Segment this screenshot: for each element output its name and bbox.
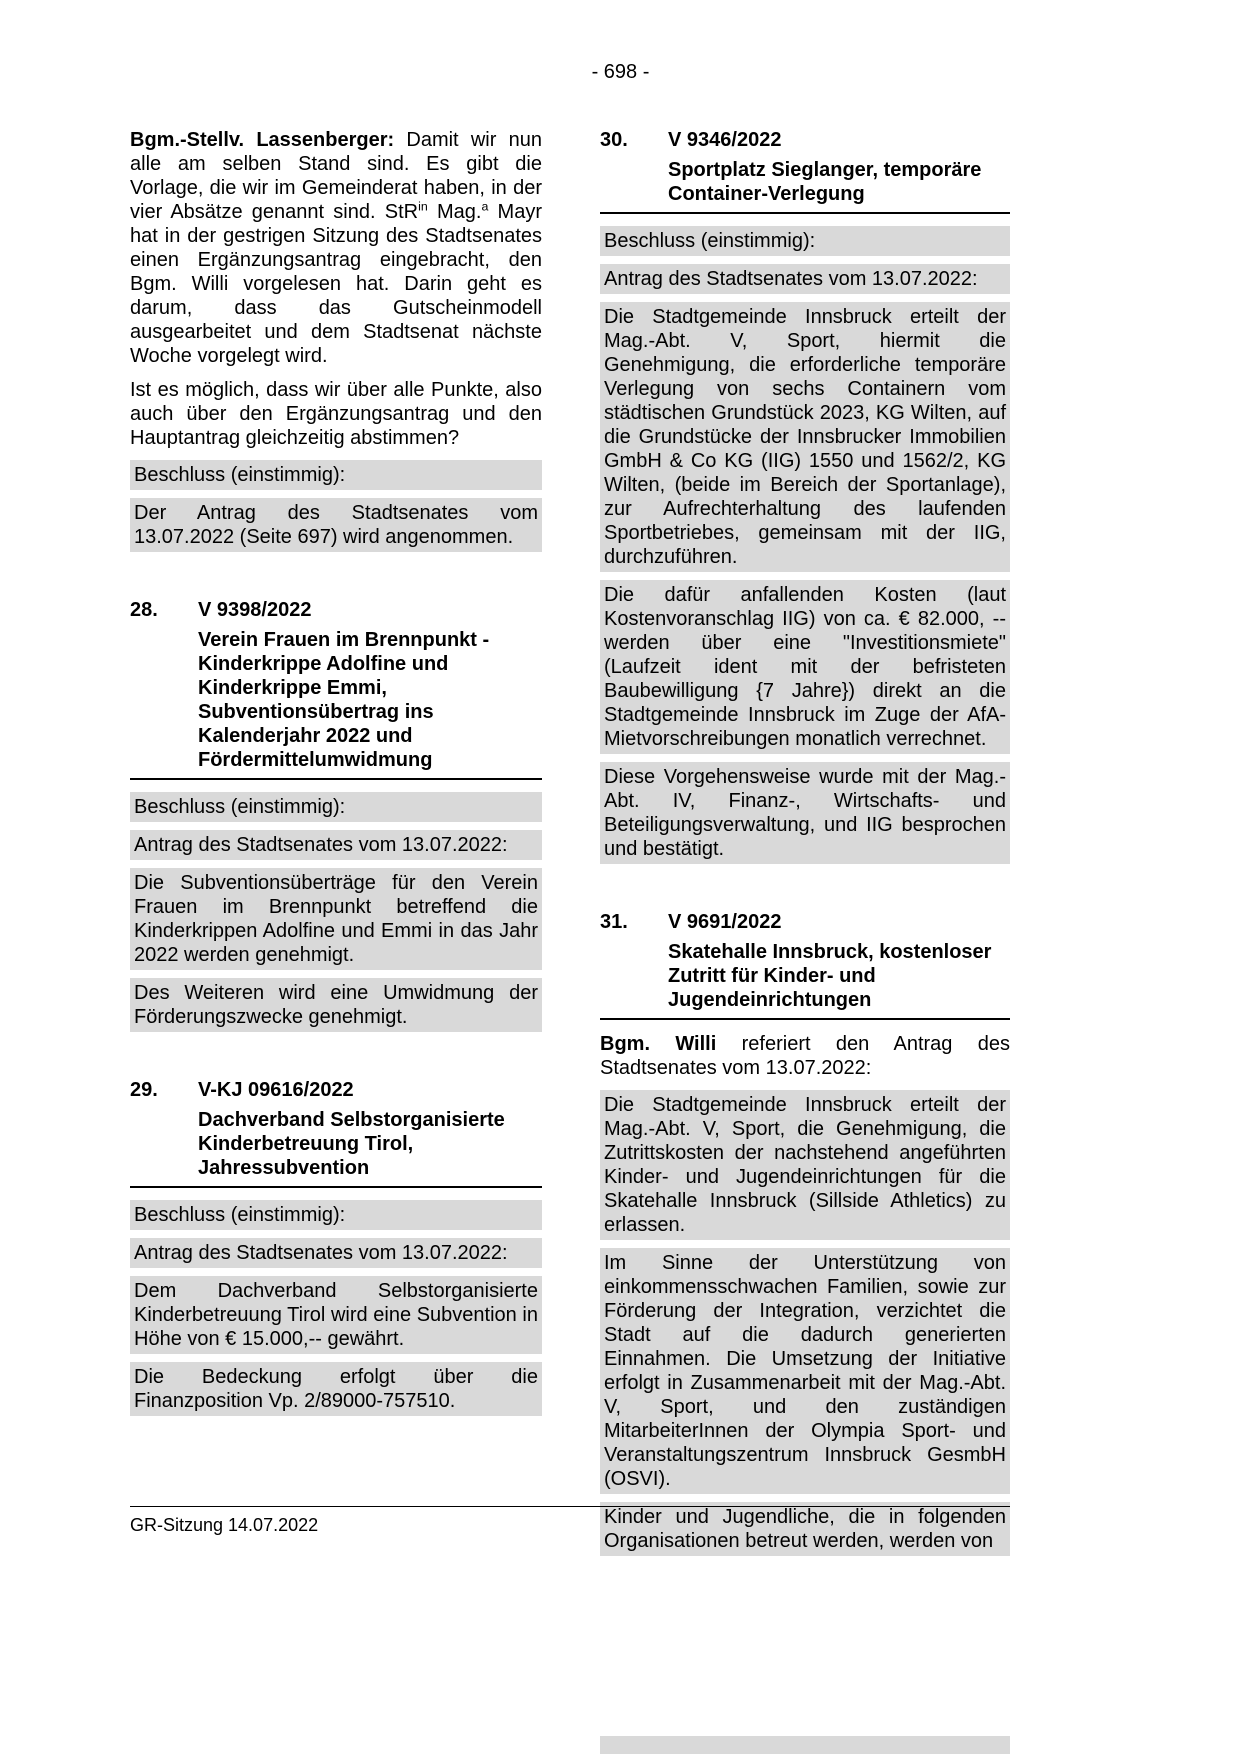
decision-text: Die dafür anfallenden Kosten (laut Kostenvoranschlag IIG) von ca. € 82.000, -- werden über eine "Investitionsmiete" (Laufzeit ident mit der befristeten Baubewilligung {7 Jahre}) direkt an die Stadtgemeinde Innsbruck im Zuge der AfA-Mietvorschreibungen monatlich verrechnet.	[600, 580, 1010, 754]
decision-text: Die Subventionsüberträge für den Verein Frauen im Brennpunkt betreffend die Kinderkrippen Adolfine und Emmi in das Jahr 2022 werden genehmigt.	[130, 868, 542, 970]
agenda-item-29-title: Dachverband Selbstorganisierte Kinderbetreuung Tirol, Jahressubvention	[198, 1109, 505, 1179]
speech-text-2: Mag.	[427, 201, 482, 223]
speech-question: Ist es möglich, dass wir über alle Punkte, also auch über den Ergänzungsantrag und den Hauptantrag gleichzeitig abstimmen?	[130, 379, 542, 449]
decision-motion-line: Antrag des Stadtsenates vom 13.07.2022:	[600, 264, 1010, 294]
title-underline	[130, 1186, 542, 1188]
decision-heading: Beschluss (einstimmig):	[130, 1200, 542, 1230]
title-underline	[600, 212, 1010, 214]
decision-text: Die Stadtgemeinde Innsbruck erteilt der Mag.-Abt. V, Sport, die Genehmigung, die Zutrittskosten der nachstehend angeführten Kinder- und Jugendeinrichtungen für die Skatehalle Innsbruck (Sillside Athletics) zu erlassen.	[600, 1090, 1010, 1240]
agenda-item-31-heading	[600, 910, 1010, 934]
item-reference: V 9346/2022	[668, 129, 782, 151]
decision-motion-line: Antrag des Stadtsenates vom 13.07.2022:	[130, 830, 542, 860]
decision-text: Die Stadtgemeinde Innsbruck erteilt der Mag.-Abt. V, Sport, hiermit die Genehmigung, die erforderliche temporäre Verlegung von sechs Containern vom städtischen Grundstück 2023, KG Wilten, auf die Grundstücke der Innsbrucker Immobilien GmbH & Co KG (IIG) 1550 und 1562/2, KG Wilten, (beide im Bereich der Sportanlage), zur Aufrechterhaltung des laufenden Sportbetriebes, gemeinsam mit der IIG, durchzuführen.	[600, 302, 1010, 572]
item-number: 31.	[600, 911, 628, 933]
decision-text: Dem Dachverband Selbstorganisierte Kinderbetreuung Tirol wird eine Subvention in Höhe von € 15.000,-- gewährt.	[130, 1276, 542, 1354]
item-reference: V 9398/2022	[198, 599, 312, 621]
title-underline	[130, 778, 542, 780]
speaker-name: Bgm.-Stellv. Lassenberger:	[130, 129, 395, 151]
left-column	[130, 128, 542, 1424]
page-number: - 698 -	[591, 61, 650, 83]
agenda-item-29-heading	[130, 1078, 542, 1102]
speaker-name: Bgm. Willi	[600, 1033, 717, 1055]
decision-text: Diese Vorgehensweise wurde mit der Mag.-Abt. IV, Finanz-, Wirtschafts- und Beteiligungsverwaltung, und IIG besprochen und bestätigt.	[600, 762, 1010, 864]
speech-text-3: Mayr hat in der gestrigen Sitzung des Stadtsenates einen Ergänzungsantrag eingebracht, den Bgm. Willi vorgelesen hat. Darin geht es darum, dass das Gutscheinmodell ausgearbeitet und dem Stadtsenat nächste Woche vorgelegt wird.	[130, 201, 542, 367]
decision-text: Des Weiteren wird eine Umwidmung der Förderungszwecke genehmigt.	[130, 978, 542, 1032]
right-column	[600, 128, 1010, 1564]
item-reference: V-KJ 09616/2022	[198, 1079, 354, 1101]
superscript-a: a	[481, 199, 489, 214]
agenda-item-31	[600, 910, 1010, 1556]
superscript-in: in	[418, 199, 428, 214]
agenda-item-29	[130, 1078, 542, 1416]
footer-text: GR-Sitzung 14.07.2022	[130, 1515, 319, 1535]
agenda-item-30-heading	[600, 128, 1010, 152]
decision-motion-line: Antrag des Stadtsenates vom 13.07.2022:	[130, 1238, 542, 1268]
decision-text: Im Sinne der Unterstützung von einkommensschwachen Familien, sowie zur Förderung der Integration, verzichtet die Stadt auf die dadurch generierten Einnahmen. Die Umsetzung der Initiative erfolgt in Zusammenarbeit mit der Mag.-Abt. V, Sport, und den zuständigen MitarbeiterInnen der Olympia Sport- und Veranstaltungszentrum Innsbruck GesmbH (OSVI).	[600, 1248, 1010, 1494]
decision-text: Der Antrag des Stadtsenates vom 13.07.2022 (Seite 697) wird angenommen.	[130, 498, 542, 552]
title-underline	[600, 1018, 1010, 1020]
decision-text: Kinder und Jugendliche, die in folgenden Organisationen betreut werden, werden von	[600, 1502, 1010, 1556]
decision-text: Die Bedeckung erfolgt über die Finanzposition Vp. 2/89000-757510.	[130, 1362, 542, 1416]
agenda-item-28	[130, 598, 542, 1032]
agenda-item-30-title: Sportplatz Sieglanger, temporäre Container-Verlegung	[668, 159, 982, 205]
item-number: 30.	[600, 129, 628, 151]
agenda-item-28-title: Verein Frauen im Brennpunkt - Kinderkrippe Adolfine und Kinderkrippe Emmi, Subventionsübertrag ins Kalenderjahr 2022 und Fördermittelumwidmung	[198, 629, 490, 771]
agenda-item-31-title: Skatehalle Innsbruck, kostenloser Zutritt für Kinder- und Jugendeinrichtungen	[668, 941, 992, 1011]
agenda-item-28-heading	[130, 598, 542, 622]
next-block-fragment	[600, 1736, 1010, 1754]
decision-heading: Beschluss (einstimmig):	[130, 792, 542, 822]
item-number: 29.	[130, 1079, 158, 1101]
speech-lassenberger	[130, 128, 542, 368]
decision-heading: Beschluss (einstimmig):	[600, 226, 1010, 256]
item-reference: V 9691/2022	[668, 911, 782, 933]
decision-heading: Beschluss (einstimmig):	[130, 460, 542, 490]
agenda-item-30	[600, 128, 1010, 864]
speech-text-1: Damit wir nun alle am selben Stand sind. Es gibt die Vorlage, die wir im Gemeinderat haben, in der vier Absätze genannt sind. StR	[130, 129, 542, 223]
page-footer	[130, 1506, 1010, 1537]
speech-text: referiert den Antrag des Stadtsenates vom 13.07.2022:	[600, 1033, 1011, 1079]
speech-willi	[600, 1032, 1010, 1080]
item-number: 28.	[130, 599, 158, 621]
